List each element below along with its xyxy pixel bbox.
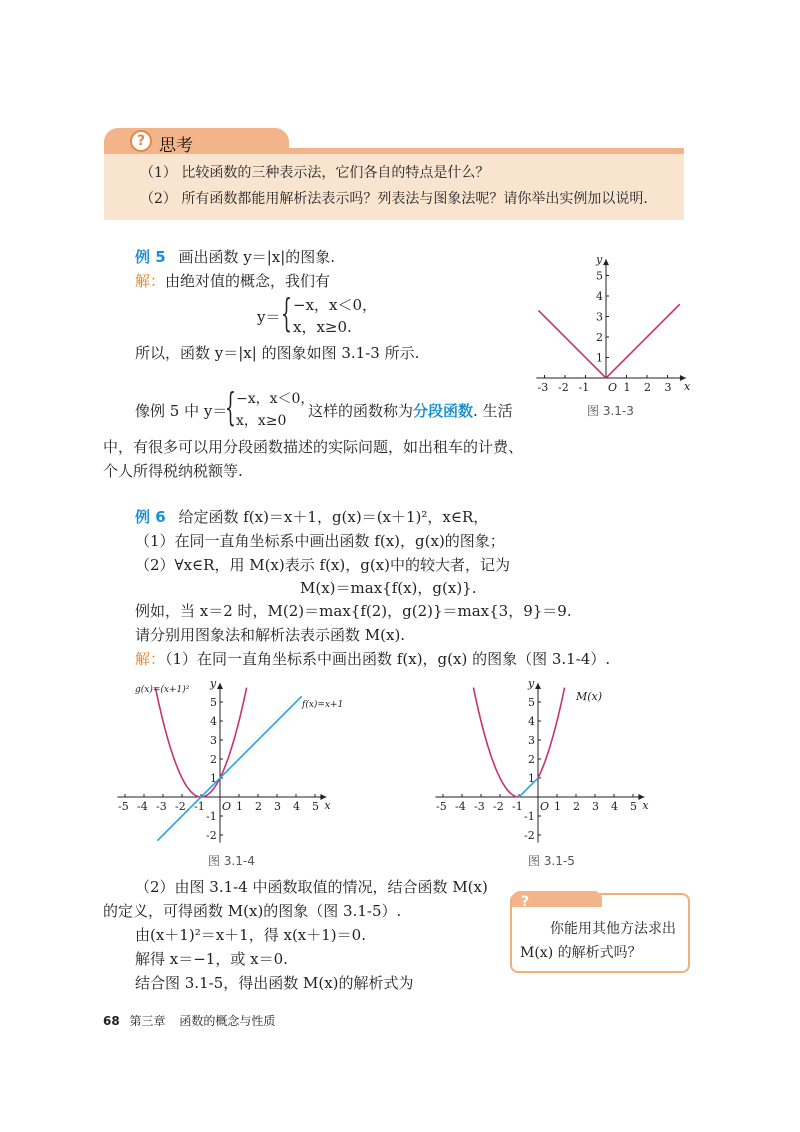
x-tick-label: 2 (573, 800, 580, 813)
y-tick-label: 4 (210, 715, 217, 728)
piecewise-text-end: . 生活 (473, 402, 513, 420)
abs-def-y: y＝ (257, 308, 281, 326)
x-tick-label: 1 (623, 381, 631, 394)
abs-def-case1: −x，x＜0， (293, 296, 378, 314)
x-tick-label: 5 (312, 800, 319, 813)
page-number: 68 (103, 1014, 120, 1028)
m-curve-label: M(x) (576, 690, 603, 703)
brace: { (225, 385, 236, 429)
y-axis-label: y (528, 677, 535, 690)
y-tick-label: 5 (596, 269, 603, 283)
m-curve-right (538, 688, 565, 778)
solution-text: 由绝对值的概念，我们有 (165, 272, 331, 290)
think-question-2: （2） 所有函数都能用解析法表示吗？列表法与图象法呢？请你举出实例加以说明. (140, 191, 648, 207)
piecewise-line3: 个人所得税纳税额等. (103, 462, 243, 480)
page-footer (103, 1010, 275, 1032)
x-tick-label: -2 (493, 800, 504, 813)
figure-3-1-4-caption: 图 3.1-4 (208, 854, 255, 868)
f-line (157, 696, 301, 840)
y-tick-label: -1 (524, 810, 535, 823)
part2-line3: 由(x＋1)²＝x＋1，得 x(x＋1)＝0. (135, 926, 366, 944)
example5-conclusion: 所以，函数 y＝|x| 的图象如图 3.1-3 所示. (135, 344, 420, 362)
y-tick-label: -2 (206, 829, 217, 842)
y-axis-label: y (596, 253, 603, 267)
y-axis-arrow (535, 683, 541, 689)
solution-label: 解： (135, 272, 166, 290)
example5-heading (135, 246, 335, 268)
origin-label: O (608, 381, 618, 394)
y-tick-label: 5 (210, 696, 217, 709)
g-curve-label: g(x)=(x+1)² (135, 685, 190, 695)
x-tick-label: 1 (236, 800, 243, 813)
y-tick-label: -1 (206, 810, 217, 823)
x-tick-label: 1 (554, 800, 561, 813)
figure-3-1-5-caption: 图 3.1-5 (528, 854, 575, 868)
x-tick-label: -1 (578, 381, 590, 394)
m-curve-left (473, 688, 519, 797)
y-axis-arrow (603, 259, 609, 265)
x-tick-label: -5 (118, 800, 129, 813)
example5-label: 例 5 (135, 248, 166, 266)
think-title: 思考 (159, 136, 193, 156)
y-tick-label: 4 (596, 290, 603, 303)
origin-label: O (540, 800, 550, 813)
x-tick-label: 4 (293, 800, 300, 813)
chapter-label: 第三章 (129, 1014, 166, 1028)
x-tick-label: 2 (255, 800, 262, 813)
question-icon: ? (521, 894, 530, 910)
x-tick-label: 3 (592, 800, 599, 813)
solution-line: （1）在同一直角坐标系中画出函数 f(x)，g(x) 的图象（图 3.1-4）. (165, 650, 611, 668)
tip-line2: M(x) 的解析式吗？ (520, 945, 642, 961)
example6-solution (135, 648, 610, 670)
part2-line1: （2）由图 3.1-4 中函数取值的情况，结合函数 M(x) (135, 878, 488, 896)
x-tick-label: -5 (436, 800, 447, 813)
x-tick-label: -1 (194, 800, 205, 813)
example6-max-def: M(x)＝max{f(x)，g(x)}. (300, 579, 477, 597)
example6-given: 给定函数 f(x)＝x＋1，g(x)＝(x＋1)²，x∈R， (178, 508, 489, 526)
example5-text: 画出函数 y＝|x|的图象. (178, 248, 336, 266)
think-question-1: （1） 比较函数的三种表示法，它们各自的特点是什么？ (140, 165, 490, 181)
example6-heading (135, 506, 488, 528)
example6-example: 例如，当 x＝2 时，M(2)＝max{f(2)，g(2)}＝max{3，9}＝9. (135, 602, 572, 620)
piecewise-term: 分段函数 (413, 402, 474, 420)
x-axis-label: x (642, 799, 649, 812)
origin-label: O (222, 800, 232, 813)
y-tick-label: 1 (210, 772, 217, 785)
y-tick-label: 2 (528, 753, 535, 766)
y-tick-label: 3 (528, 734, 535, 747)
tip-line1: 你能用其他方法求出 (550, 921, 676, 937)
x-tick-label: -3 (474, 800, 485, 813)
x-tick-label: 5 (630, 800, 637, 813)
x-tick-label: -4 (455, 800, 466, 813)
y-tick-label: 3 (596, 310, 603, 324)
x-tick-label: -4 (137, 800, 148, 813)
x-tick-label: -2 (558, 381, 569, 394)
f-line-label: f(x)=x+1 (302, 700, 344, 710)
figure-3-1-5 (433, 672, 683, 844)
example6-part1: （1）在同一直角坐标系中画出函数 f(x)，g(x)的图象； (135, 532, 505, 550)
y-tick-label: -2 (524, 829, 535, 842)
figure-3-1-3-caption: 图 3.1-3 (587, 404, 634, 418)
solution-label: 解： (135, 650, 166, 668)
figure-3-1-4 (115, 672, 365, 844)
part2-line2: 的定义，可得函数 M(x)的图象（图 3.1-5）. (103, 902, 402, 920)
part2-line4: 解得 x＝−1，或 x＝0. (135, 950, 288, 968)
x-tick-label: -3 (537, 381, 549, 394)
example5-solution (135, 270, 330, 292)
example6-part2: （2）∀x∈R，用 M(x)表示 f(x)，g(x)中的较大者，记为 (135, 556, 510, 574)
x-tick-label: 4 (611, 800, 618, 813)
y-tick-label: 1 (528, 772, 535, 785)
y-axis-label: y (210, 677, 217, 690)
x-axis-label: x (683, 380, 690, 393)
piecewise-line2: 中，有很多可以用分段函数描述的实际问题，如出租车的计费、 (103, 438, 524, 456)
x-axis-label: x (324, 799, 331, 812)
piecewise-lead: 像例 5 中 y＝ (135, 402, 228, 420)
y-tick-label: 1 (596, 351, 603, 365)
figure-3-1-3 (530, 248, 690, 418)
piecewise-case1: −x，x＜0， (236, 391, 315, 407)
y-tick-label: 5 (528, 696, 535, 709)
abs-def-case2: x，x≥0. (293, 318, 352, 336)
example6-label: 例 6 (135, 508, 166, 526)
brace: { (281, 291, 292, 335)
y-tick-label: 2 (596, 331, 603, 344)
example6-task: 请分别用图象法和解析法表示函数 M(x). (135, 626, 406, 644)
y-tick-label: 4 (528, 715, 535, 728)
x-tick-label: 2 (644, 381, 651, 394)
x-tick-label: -3 (156, 800, 167, 813)
y-tick-label: 3 (210, 734, 217, 747)
piecewise-text: 这样的函数称为 (308, 402, 414, 420)
piecewise-case2: x，x≥0 (236, 413, 287, 429)
chapter-title: 函数的概念与性质 (179, 1014, 276, 1028)
y-axis-arrow (217, 683, 223, 689)
x-tick-label: 3 (274, 800, 281, 813)
x-tick-label: -2 (175, 800, 186, 813)
x-tick-label: -1 (512, 800, 523, 813)
g-curve (155, 688, 246, 797)
abs-value-curve (538, 304, 679, 377)
x-tick-label: 3 (664, 381, 672, 394)
part2-line5: 结合图 3.1-5，得出函数 M(x)的解析式为 (135, 974, 414, 992)
piecewise-line1-tail (308, 400, 513, 422)
y-tick-label: 2 (210, 753, 217, 766)
question-icon: ? (130, 130, 152, 152)
